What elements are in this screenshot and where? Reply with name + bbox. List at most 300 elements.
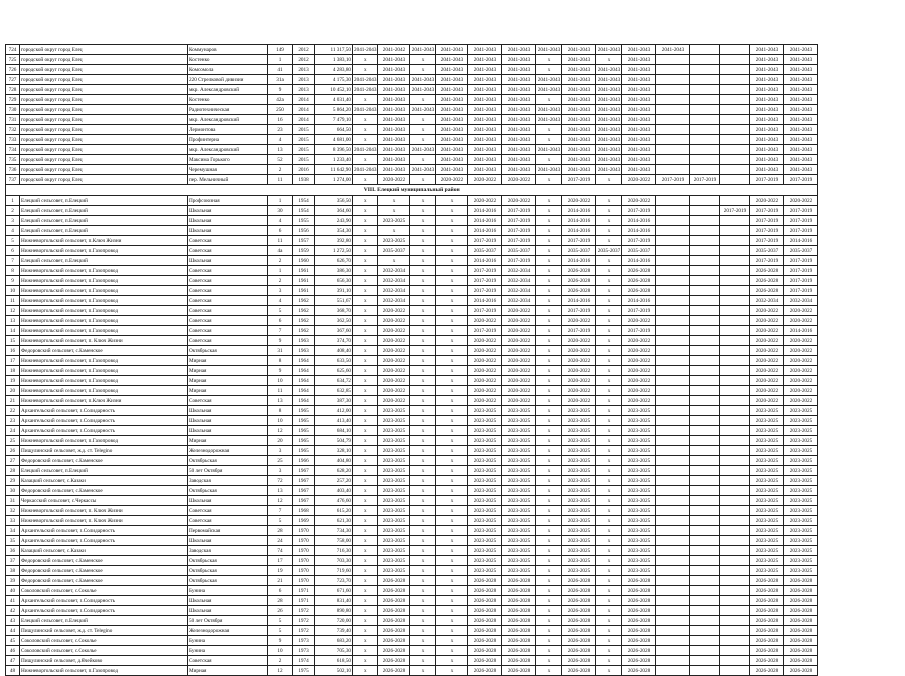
cell-c6: 2020-2022: [502, 356, 536, 366]
table-row: [6, 85, 818, 95]
cell-c2: 2020-2022: [378, 316, 410, 326]
cell-municipality: Елецкий сельсовет, п.Елецкий: [20, 466, 188, 476]
cell-num: 16: [6, 346, 20, 356]
table-row: [6, 466, 818, 476]
cell-street: Советская: [188, 246, 268, 256]
cell-year: 1962: [293, 316, 315, 326]
cell-c8: 2014-2016: [562, 256, 596, 266]
cell-c12: [690, 406, 720, 416]
cell-c12: [690, 95, 720, 105]
cell-c10: 2023-2025: [622, 546, 656, 556]
cell-area: 7 479,10: [315, 115, 353, 125]
cell-c7: x: [536, 226, 562, 236]
cell-municipality: Нижневоргольский сельсовет, п.Газопровод: [20, 246, 188, 256]
cell-street: Советская: [188, 326, 268, 336]
cell-area: 719,60: [315, 566, 353, 576]
cell-municipality: городской округ город Елец: [20, 55, 188, 65]
cell-c13: [720, 65, 750, 75]
cell-c9: x: [596, 336, 622, 346]
cell-house: 31: [268, 346, 293, 356]
cell-c9: x: [596, 666, 622, 676]
cell-c15: 2020-2022: [784, 316, 818, 326]
cell-area: 412,00: [315, 406, 353, 416]
cell-c3: x: [410, 346, 436, 356]
cell-c14: 2017-2019: [750, 226, 784, 236]
cell-c11: [656, 155, 690, 165]
cell-c2: 2041-2043: [378, 115, 410, 125]
cell-c5: 2020-2022: [468, 175, 502, 185]
table-row: [6, 346, 818, 356]
cell-c1: x: [353, 536, 378, 546]
cell-c8: 2023-2025: [562, 406, 596, 416]
cell-c2: x: [378, 256, 410, 266]
cell-municipality: Федоровский сельсовет, с.Каменское: [20, 486, 188, 496]
cell-c7: x: [536, 376, 562, 386]
cell-street: Первомайская: [188, 526, 268, 536]
cell-c4: x: [436, 326, 468, 336]
cell-c2: 2041-2043: [378, 105, 410, 115]
cell-c10: 2041-2043: [622, 115, 656, 125]
cell-c11: [656, 236, 690, 246]
cell-c15: 2041-2043: [784, 95, 818, 105]
cell-house: 4: [268, 296, 293, 306]
cell-year: 1963: [293, 346, 315, 356]
cell-c8: 2023-2025: [562, 436, 596, 446]
cell-c6: 2026-2028: [502, 656, 536, 666]
table-row: [6, 175, 818, 185]
cell-c3: x: [410, 666, 436, 676]
cell-street: Мирная: [188, 386, 268, 396]
cell-c10: 2041-2043: [622, 45, 656, 55]
cell-c11: [656, 165, 690, 175]
cell-c15: 2014-2016: [784, 236, 818, 246]
cell-municipality: городской округ город Елец: [20, 155, 188, 165]
cell-c14: 2041-2043: [750, 145, 784, 155]
table-row: [6, 95, 818, 105]
cell-c3: x: [410, 616, 436, 626]
cell-c8: 2023-2025: [562, 536, 596, 546]
cell-year: 1970: [293, 536, 315, 546]
cell-c11: [656, 65, 690, 75]
cell-house: 42a: [268, 95, 293, 105]
cell-house: 74: [268, 546, 293, 556]
cell-num: 18: [6, 366, 20, 376]
cell-c9: x: [596, 496, 622, 506]
cell-c8: 2023-2025: [562, 546, 596, 556]
cell-c12: [690, 135, 720, 145]
table-row: [6, 45, 818, 55]
cell-c2: 2026-2028: [378, 586, 410, 596]
cell-year: 1969: [293, 516, 315, 526]
cell-c14: 2035-2037: [750, 246, 784, 256]
cell-c9: x: [596, 256, 622, 266]
cell-c1: x: [353, 576, 378, 586]
cell-c4: x: [436, 336, 468, 346]
cell-c3: 2041-2043: [411, 86, 435, 93]
cell-c8: 2020-2022: [562, 356, 596, 366]
cell-c8: 2026-2028: [562, 276, 596, 286]
cell-c15: 2020-2022: [784, 306, 818, 316]
cell-c9: x: [596, 276, 622, 286]
cell-municipality: городской округ город Елец: [20, 85, 188, 95]
cell-c9: x: [596, 386, 622, 396]
cell-c2: 2023-2025: [378, 486, 410, 496]
cell-c14: 2023-2025: [750, 456, 784, 466]
cell-c15: 2023-2025: [784, 406, 818, 416]
cell-c5: 2020-2022: [468, 376, 502, 386]
cell-c2: 2023-2025: [378, 526, 410, 536]
cell-c2: 2023-2025: [378, 426, 410, 436]
cell-c1: x: [353, 426, 378, 436]
cell-c15: 2017-2019: [784, 276, 818, 286]
cell-c12: [690, 606, 720, 616]
cell-c10: 2026-2028: [622, 636, 656, 646]
cell-c2: 2023-2025: [378, 556, 410, 566]
cell-municipality: городской округ город Елец: [20, 95, 188, 105]
cell-c9: x: [596, 346, 622, 356]
cell-c12: [690, 476, 720, 486]
cell-c12: [690, 236, 720, 246]
cell-c3: x: [410, 175, 436, 185]
cell-num: 35: [6, 536, 20, 546]
cell-c14: 2023-2025: [750, 486, 784, 496]
cell-c9: x: [596, 306, 622, 316]
table-row: [6, 656, 818, 666]
cell-c5: 2023-2025: [468, 406, 502, 416]
cell-house: 8: [268, 406, 293, 416]
cell-c8: 2035-2037: [562, 246, 596, 256]
cell-num: 7: [6, 256, 20, 266]
cell-num: 38: [6, 566, 20, 576]
cell-c14: 2017-2019: [750, 216, 784, 226]
cell-c6: 2017-2019: [502, 206, 536, 216]
cell-area: 4 681,00: [315, 135, 353, 145]
cell-c11: 2041-2043: [656, 45, 690, 55]
cell-area: 368,70: [315, 306, 353, 316]
table-row: [6, 506, 818, 516]
cell-area: 1 383,10: [315, 55, 353, 65]
cell-year: 2015: [293, 135, 315, 145]
cell-c13: [720, 536, 750, 546]
cell-c6: 2041-2043: [502, 135, 536, 145]
cell-c11: [656, 516, 690, 526]
table-row: [6, 356, 818, 366]
cell-c3: x: [410, 606, 436, 616]
cell-c2: 2023-2025: [378, 506, 410, 516]
cell-c15: 2026-2028: [784, 666, 818, 676]
cell-c14: 2020-2022: [750, 306, 784, 316]
cell-c14: 2041-2043: [750, 65, 784, 75]
cell-municipality: Архангельский сельсовет, п.Солидарность: [20, 426, 188, 436]
cell-c12: [690, 426, 720, 436]
cell-year: 1957: [293, 236, 315, 246]
cell-c10: 2020-2022: [622, 376, 656, 386]
cell-c5: 2014-2016: [468, 296, 502, 306]
cell-c4: x: [436, 196, 468, 206]
cell-c2: 2023-2025: [378, 536, 410, 546]
cell-year: 2015: [293, 125, 315, 135]
cell-c11: [656, 246, 690, 256]
cell-c9: x: [596, 506, 622, 516]
cell-c2: 2041-2043: [378, 55, 410, 65]
cell-c10: 2020-2022: [622, 196, 656, 206]
cell-c15: 2020-2022: [784, 366, 818, 376]
cell-street: Советская: [188, 506, 268, 516]
cell-year: 1960: [293, 256, 315, 266]
cell-c1: x: [353, 216, 378, 226]
cell-c7: x: [536, 616, 562, 626]
cell-street: Бунина: [188, 636, 268, 646]
cell-c14: 2023-2025: [750, 446, 784, 456]
cell-area: 671,60: [315, 586, 353, 596]
cell-c10: 2023-2025: [622, 566, 656, 576]
cell-c4: x: [436, 636, 468, 646]
cell-c5: 2017-2019: [468, 326, 502, 336]
cell-c5: 2023-2025: [468, 446, 502, 456]
cell-c6: 2023-2025: [502, 516, 536, 526]
cell-street: Мирная: [188, 436, 268, 446]
cell-c14: 2023-2025: [750, 506, 784, 516]
cell-street: Заводская: [188, 546, 268, 556]
cell-year: 1965: [293, 416, 315, 426]
cell-c11: [656, 536, 690, 546]
cell-year: 1965: [293, 436, 315, 446]
cell-c8: 2023-2025: [562, 456, 596, 466]
cell-c2: 2041-2043: [378, 65, 410, 75]
cell-c1: x: [353, 65, 378, 75]
cell-c6: 2020-2022: [502, 366, 536, 376]
cell-c11: 2017-2019: [656, 175, 690, 185]
cell-c11: [656, 576, 690, 586]
cell-house: 9: [268, 366, 293, 376]
cell-area: 392,80: [315, 236, 353, 246]
cell-c13: 2017-2019: [720, 206, 750, 216]
cell-c13: [720, 576, 750, 586]
cell-c7: x: [536, 506, 562, 516]
cell-year: 1973: [293, 636, 315, 646]
cell-area: 364,60: [315, 206, 353, 216]
cell-c7: x: [536, 256, 562, 266]
cell-c1: x: [353, 236, 378, 246]
cell-c4: x: [436, 346, 468, 356]
cell-c13: [720, 496, 750, 506]
cell-house: 11: [268, 236, 293, 246]
cell-c5: 2020-2022: [468, 386, 502, 396]
cell-c2: 2023-2025: [378, 216, 410, 226]
cell-c2: 2020-2022: [378, 306, 410, 316]
cell-c15: 2023-2025: [784, 466, 818, 476]
table-row: [6, 75, 818, 85]
cell-c5: 2026-2028: [468, 656, 502, 666]
cell-c12: [690, 376, 720, 386]
cell-c6: 2023-2025: [502, 426, 536, 436]
table-row: [6, 396, 818, 406]
cell-num: 48: [6, 666, 20, 676]
cell-municipality: Нижневоргольский сельсовет, п.Газопровод: [20, 376, 188, 386]
cell-c6: 2023-2025: [502, 496, 536, 506]
cell-c4: x: [436, 366, 468, 376]
cell-c12: [690, 145, 720, 155]
cell-c11: [656, 296, 690, 306]
cell-c9: x: [596, 476, 622, 486]
cell-c13: [720, 476, 750, 486]
cell-c13: [720, 266, 750, 276]
cell-area: 4 283,80: [315, 65, 353, 75]
cell-c5: 2023-2025: [468, 566, 502, 576]
cell-c8: 2026-2028: [562, 266, 596, 276]
cell-municipality: Нижневоргольский сельсовет, п. Ключ Жизни: [20, 516, 188, 526]
cell-c15: 2020-2022: [784, 376, 818, 386]
cell-c7: x: [536, 326, 562, 336]
cell-c2: 2041-2043: [378, 75, 410, 85]
cell-year: 1970: [293, 566, 315, 576]
cell-c12: [690, 206, 720, 216]
cell-num: 42: [6, 606, 20, 616]
cell-c5: 2023-2025: [468, 556, 502, 566]
cell-num: 46: [6, 646, 20, 656]
cell-c2: 2023-2025: [378, 406, 410, 416]
cell-c11: [656, 666, 690, 676]
cell-c11: [656, 476, 690, 486]
cell-c6: 2026-2028: [502, 586, 536, 596]
cell-c8: 2041-2043: [562, 125, 596, 135]
cell-c14: 2017-2019: [750, 206, 784, 216]
table-row: [6, 606, 818, 616]
cell-c1: x: [353, 366, 378, 376]
cell-c3: x: [410, 546, 436, 556]
cell-c11: [656, 346, 690, 356]
cell-c7: 2041-2043: [537, 166, 561, 173]
cell-c13: [720, 135, 750, 145]
cell-c11: [656, 196, 690, 206]
table-row: [6, 556, 818, 566]
cell-c8: 2026-2028: [562, 656, 596, 666]
cell-c10: 2020-2022: [622, 356, 656, 366]
cell-c9: 2041-2043: [597, 106, 621, 113]
cell-c5: 2026-2028: [468, 606, 502, 616]
cell-house: 31a: [268, 75, 293, 85]
cell-c6: 2023-2025: [502, 446, 536, 456]
document-sheet: [5, 44, 818, 676]
cell-c11: [656, 266, 690, 276]
cell-c12: [690, 336, 720, 346]
cell-c2: 2032-2034: [378, 296, 410, 306]
cell-c6: 2020-2022: [502, 376, 536, 386]
cell-c9: x: [596, 326, 622, 336]
cell-house: 6: [268, 226, 293, 236]
cell-num: 39: [6, 576, 20, 586]
cell-area: 386,30: [315, 266, 353, 276]
cell-c10: 2014-2016: [622, 296, 656, 306]
cell-c14: 2017-2019: [750, 236, 784, 246]
cell-year: 1938: [293, 175, 315, 185]
cell-c12: [690, 656, 720, 666]
cell-c5: 2026-2028: [468, 586, 502, 596]
cell-num: 12: [6, 306, 20, 316]
cell-area: 243,90: [315, 216, 353, 226]
cell-c4: x: [436, 496, 468, 506]
cell-c3: x: [410, 656, 436, 666]
cell-c9: 2041-2043: [597, 156, 621, 163]
cell-c14: 2020-2022: [750, 196, 784, 206]
cell-c6: 2020-2022: [502, 396, 536, 406]
cell-c4: 2041-2043: [436, 65, 468, 75]
cell-c14: 2026-2028: [750, 616, 784, 626]
cell-municipality: Архангельский сельсовет, п.Солидарность: [20, 596, 188, 606]
cell-c11: [656, 326, 690, 336]
cell-c13: [720, 656, 750, 666]
cell-c11: [656, 125, 690, 135]
cell-area: 257,20: [315, 476, 353, 486]
cell-c11: [656, 286, 690, 296]
cell-c7: x: [536, 346, 562, 356]
cell-c9: x: [596, 55, 622, 65]
cell-c6: 2026-2028: [502, 616, 536, 626]
cell-c12: [690, 246, 720, 256]
cell-c11: [656, 135, 690, 145]
cell-c8: 2020-2022: [562, 376, 596, 386]
cell-c1: x: [353, 206, 378, 216]
table-row: [6, 386, 818, 396]
cell-house: 4: [268, 216, 293, 226]
cell-c6: 2017-2019: [502, 236, 536, 246]
cell-c15: 2023-2025: [784, 526, 818, 536]
cell-c1: x: [353, 496, 378, 506]
cell-c8: 2023-2025: [562, 486, 596, 496]
cell-c6: 2041-2043: [502, 55, 536, 65]
cell-c15: 2023-2025: [784, 556, 818, 566]
cell-c2: x: [378, 226, 410, 236]
table-row: [6, 266, 818, 276]
cell-year: 1972: [293, 606, 315, 616]
cell-c14: 2023-2025: [750, 426, 784, 436]
cell-c6: 2041-2043: [502, 165, 536, 175]
table-row: [6, 256, 818, 266]
cell-c9: x: [596, 236, 622, 246]
cell-num: 735: [6, 155, 20, 165]
cell-c7: x: [536, 566, 562, 576]
cell-c13: [720, 226, 750, 236]
cell-c2: 2032-2034: [378, 266, 410, 276]
cell-c9: x: [596, 636, 622, 646]
cell-street: Мирная: [188, 356, 268, 366]
cell-c11: [656, 406, 690, 416]
cell-num: 727: [6, 75, 20, 85]
cell-c6: 2023-2025: [502, 436, 536, 446]
cell-num: 733: [6, 135, 20, 145]
cell-c1: x: [353, 266, 378, 276]
cell-municipality: Нижневоргольский сельсовет, п.Ключ Жизни: [20, 396, 188, 406]
cell-c12: [690, 65, 720, 75]
cell-c1: x: [353, 546, 378, 556]
cell-c14: 2026-2028: [750, 606, 784, 616]
cell-c15: 2041-2043: [784, 135, 818, 145]
cell-c1: x: [353, 466, 378, 476]
cell-c10: 2026-2028: [622, 656, 656, 666]
cell-c14: 2023-2025: [750, 406, 784, 416]
table-row: [6, 135, 818, 145]
cell-c5: 2026-2028: [468, 626, 502, 636]
cell-c14: 2020-2022: [750, 316, 784, 326]
cell-municipality: Нижневоргольский сельсовет, п.Газопровод: [20, 386, 188, 396]
cell-street: мкр. Александровский: [188, 145, 268, 155]
cell-c7: x: [536, 366, 562, 376]
cell-c9: 2041-2043: [597, 96, 621, 103]
cell-num: 29: [6, 476, 20, 486]
cell-c12: [690, 155, 720, 165]
cell-c9: x: [596, 226, 622, 236]
cell-c7: x: [536, 356, 562, 366]
